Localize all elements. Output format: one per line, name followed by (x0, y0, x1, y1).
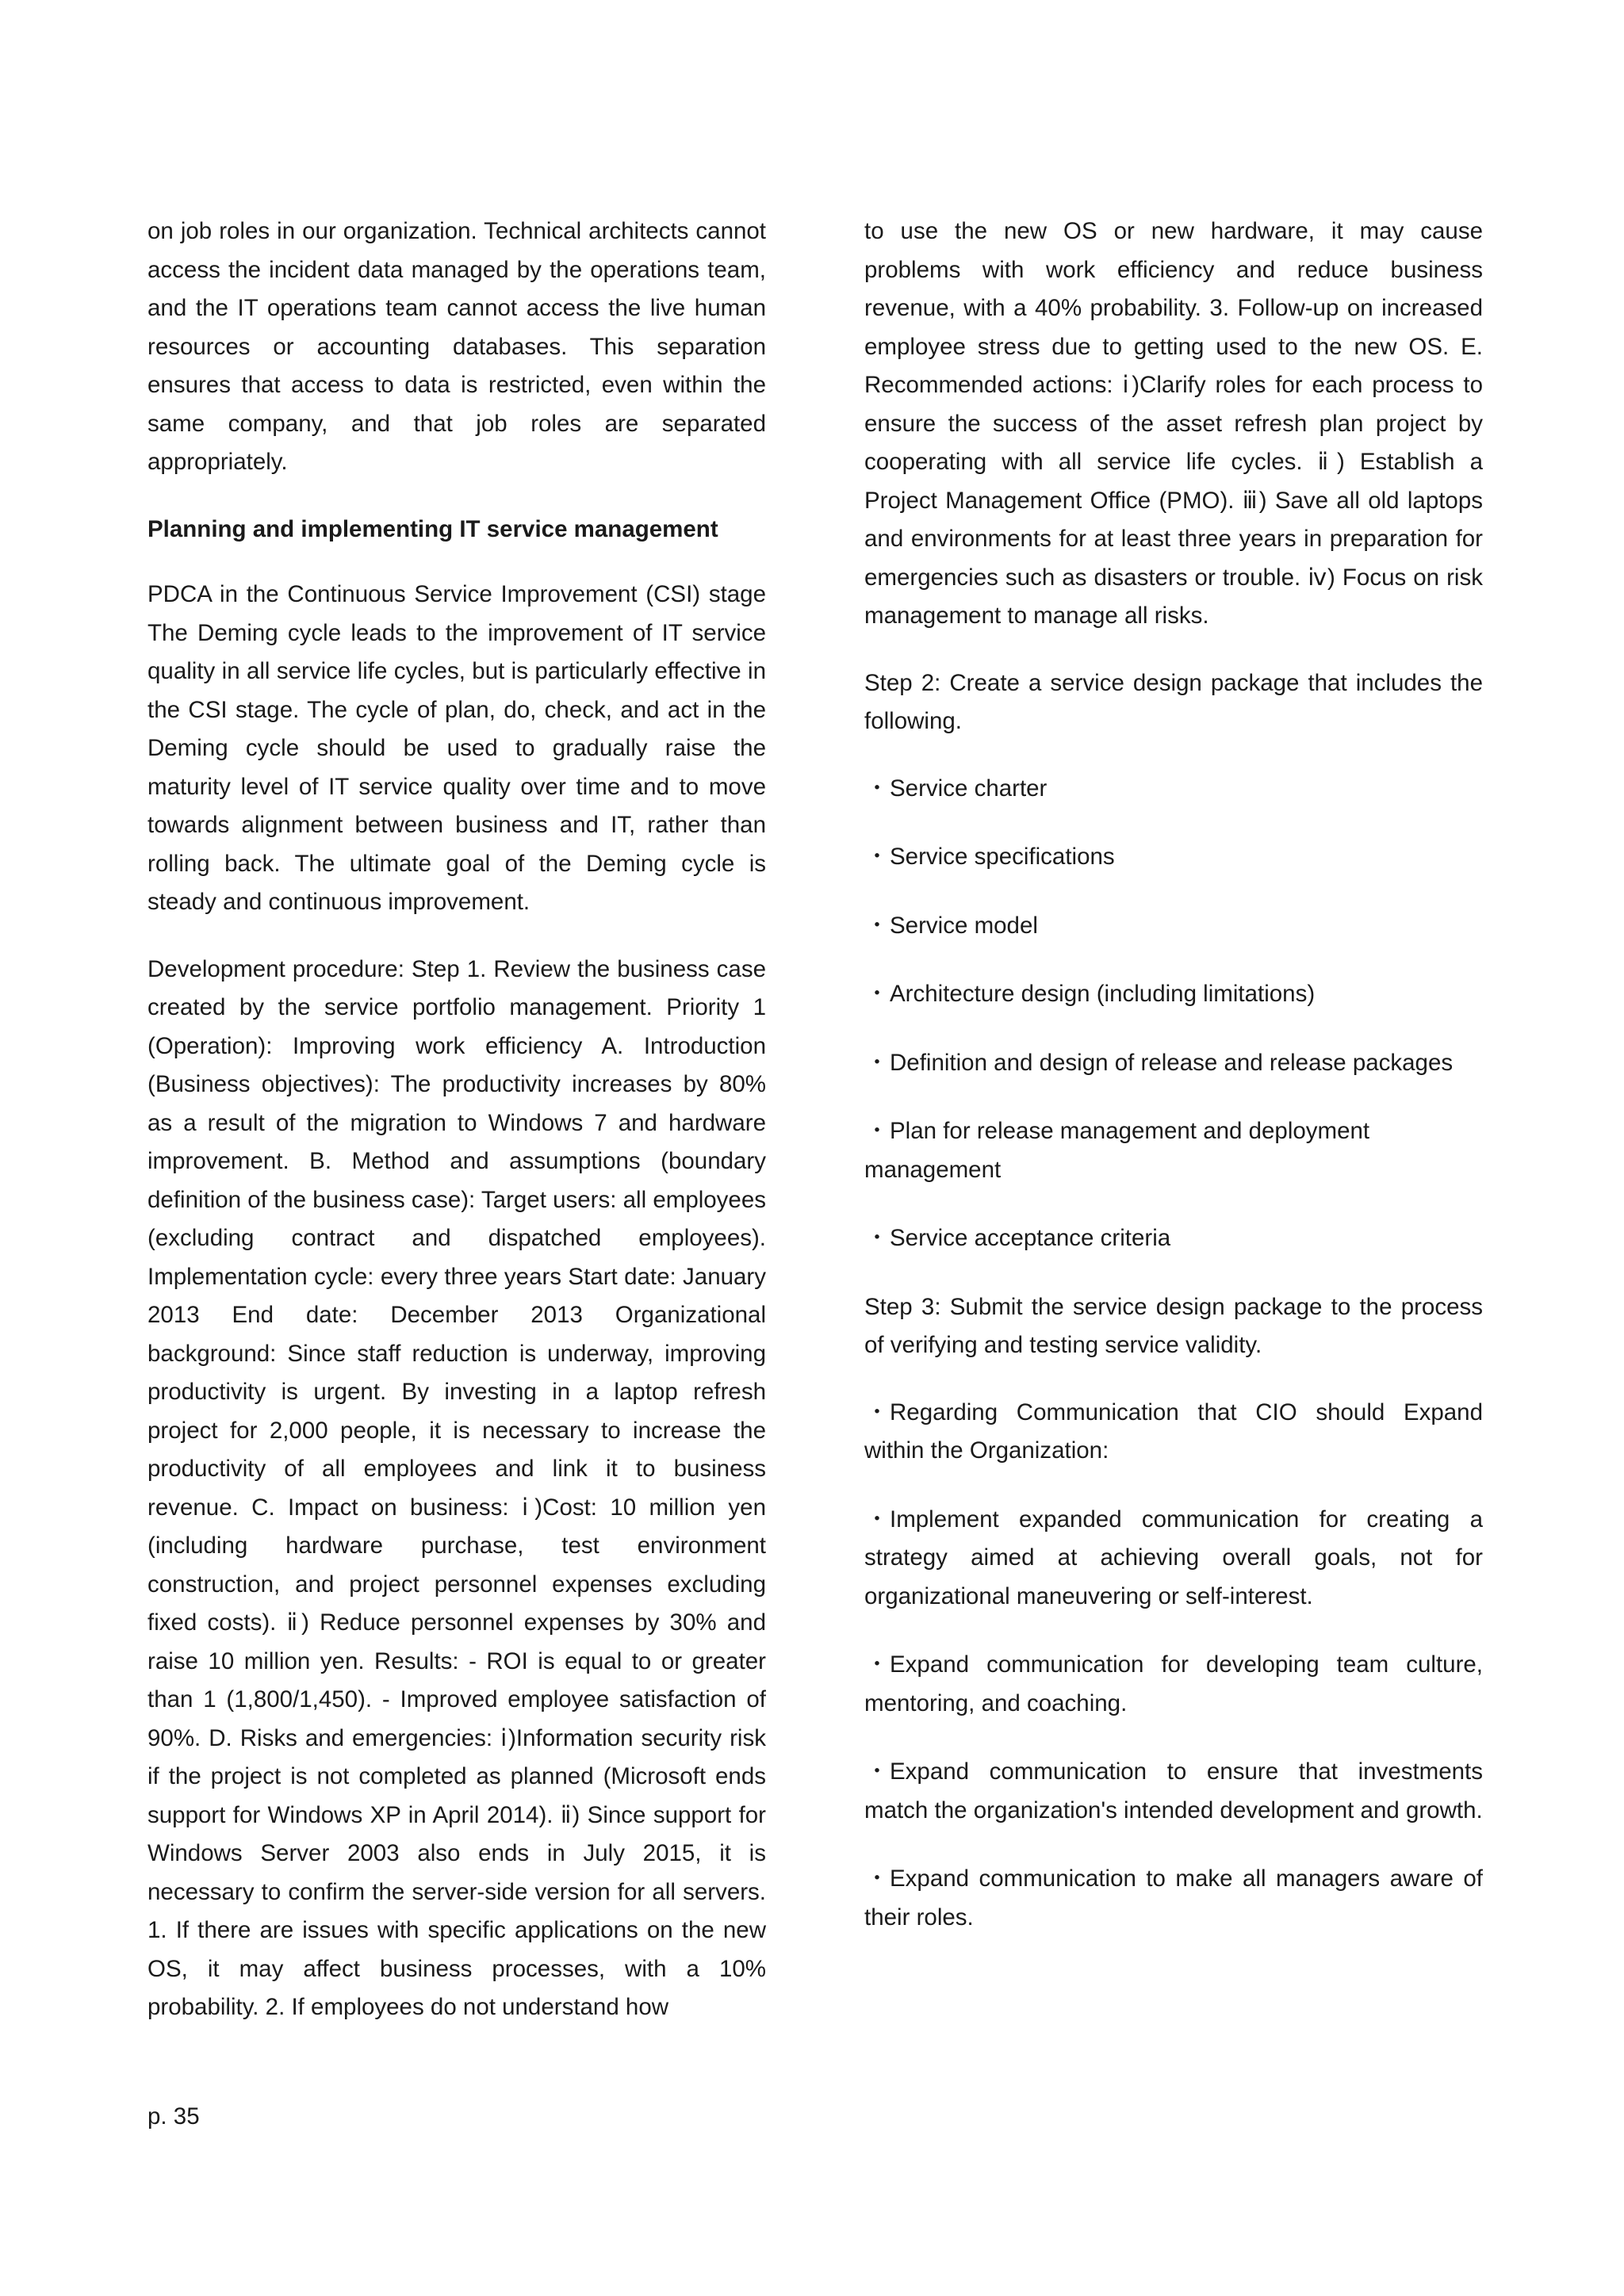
right-column (864, 212, 1483, 1967)
bullet-mark: ・ (865, 1506, 889, 1533)
list-item: ・Definition and design of release and release packages (864, 1044, 1483, 1083)
list-item: ・Regarding Communication that CIO should Expand within the Organization: (864, 1394, 1483, 1471)
paragraph-recommended-actions: to use the new OS or new hardware, it may cause problems with work efficiency and reduce business revenue, with a 40% probability. 3. Follow-up on increased employee stress due to getting used to the new OS. E. Recommended actions: ⅰ)Clarify roles for each process to ensure the success of the asset refresh plan project by cooperating with all service life cycles. ⅱ) Establish a Project Management Office (PMO). ⅲ) Save all old laptops and environments for at least three years in preparation for emergencies such as disasters or trouble. ⅳ) Focus on risk management to manage all risks. (864, 218, 1483, 629)
bullet-mark: ・ (865, 1399, 889, 1425)
bullet-mark: ・ (865, 1118, 889, 1144)
bullet-mark: ・ (865, 1866, 889, 1892)
list-item: ・Expand communication for developing team culture, mentoring, and coaching. (864, 1646, 1483, 1723)
bullet-mark: ・ (865, 1651, 889, 1678)
left-column (147, 212, 766, 2056)
paragraph-job-roles: on job roles in our organization. Technical architects cannot access the incident data managed by the operations team, and the IT operations team cannot access the live human resources or accounting databases. This separation ensures that access to data is restricted, even within the same company, and that job roles are separated appropriately. (147, 218, 766, 475)
list-item: ・Service specifications (864, 838, 1483, 877)
list-item: ・Plan for release management and deployment management (864, 1112, 1483, 1189)
list-item: ・Architecture design (including limitations) (864, 975, 1483, 1014)
bullet-mark: ・ (865, 1758, 889, 1785)
bullet-mark: ・ (865, 912, 889, 939)
list-item: ・Service model (864, 907, 1483, 946)
paragraph-step-3: Step 3: Submit the service design package to the process of verifying and testing service validity. (864, 1293, 1483, 1358)
communication-list (864, 1394, 1483, 1938)
list-item: ・Service acceptance criteria (864, 1219, 1483, 1258)
bullet-mark: ・ (865, 1225, 889, 1251)
paragraph-pdca: PDCA in the Continuous Service Improvement (CSI) stage The Deming cycle leads to the improvement of IT service quality in all service life cycles, but is particularly effective in the CSI stage. The cycle of plan, do, check, and act in the Deming cycle should be used to gradually raise the maturity level of IT service quality over time and to move towards alignment between business and IT, rather than rolling back. The ultimate goal of the Deming cycle is steady and continuous improvement. (147, 581, 766, 915)
bullet-mark: ・ (865, 775, 889, 802)
bullet-mark: ・ (865, 1049, 889, 1076)
list-item: ・Implement expanded communication for creating a strategy aimed at achieving overall goals, not for organizational maneuvering or self-interest. (864, 1501, 1483, 1617)
bullet-mark: ・ (865, 981, 889, 1007)
list-item: ・Expand communication to ensure that investments match the organization's intended development and growth. (864, 1753, 1483, 1830)
page-number: p. 35 (147, 2103, 200, 2130)
service-design-list (864, 770, 1483, 1258)
list-item: ・Service charter (864, 770, 1483, 809)
bullet-mark: ・ (865, 844, 889, 870)
paragraph-development-procedure: Development procedure: Step 1. Review the business case created by the service portfolio management. Priority 1 (Operation): Improving work efficiency A. Introduction (Business objectives): The productivity increases by 80% as a result of the migration to Windows 7 and hardware improvement. B. Method and assumptions (boundary definition of the business case): Target users: all employees (excluding contract and dispatched employees). Implementation cycle: every three years Start date: January 2013 End date: December 2013 Organizational background: Since staff reduction is underway, improving productivity is urgent. By investing in a laptop refresh project for 2,000 people, it is necessary to increase the productivity of all employees and link it to business revenue. C. Impact on business: ⅰ)Cost: 10 million yen (including hardware purchase, test environment construction, and project personnel expenses excluding fixed costs). ⅱ) Reduce personnel expenses by 30% and raise 10 million yen. Results: - ROI is equal to or greater than 1 (1,800/1,450). - Improved employee satisfaction of 90%. D. Risks and emergencies: ⅰ)Information security risk if the project is not completed as planned (Microsoft ends support for Windows XP in April 2014). ⅱ) Since support for Windows Server 2003 also ends in July 2015, it is necessary to confirm the server-side version for all servers. 1. If there are issues with specific applications on the new OS, it may affect business processes, with a 10% probability. 2. If employees do not understand how (147, 955, 766, 2020)
list-item: ・Expand communication to make all managers aware of their roles. (864, 1860, 1483, 1937)
section-heading: Planning and implementing IT service management (147, 515, 718, 542)
paragraph-step-2: Step 2: Create a service design package that includes the following. (864, 669, 1483, 734)
